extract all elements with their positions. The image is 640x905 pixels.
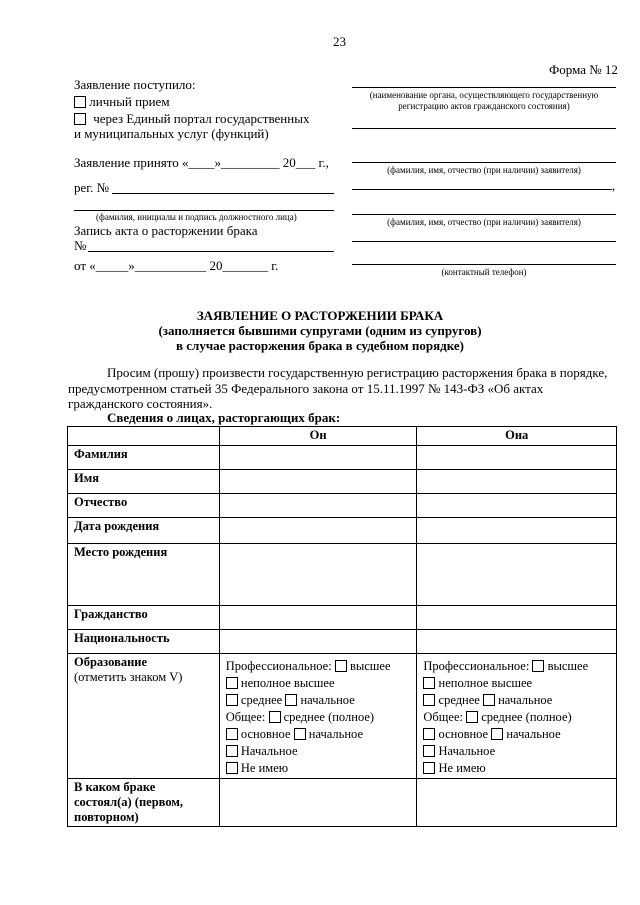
he-birth-date-cell[interactable] xyxy=(219,518,417,544)
body-line-2: предусмотренном статьей 35 Федерального закона от 15.11.1997 № 143-ФЗ «Об актах xyxy=(68,381,544,396)
applicant1-line[interactable] xyxy=(352,162,616,163)
row-label-name: Имя xyxy=(68,470,220,494)
row-label-marriage-1: В каком браке xyxy=(74,780,156,794)
phone-line[interactable] xyxy=(352,264,616,265)
she-primary2-checkbox[interactable] xyxy=(491,728,503,740)
option-portal-label-2: и муниципальных услуг (функций) xyxy=(74,126,269,141)
row-label-education: Образование xyxy=(74,655,148,669)
reg-label: рег. № xyxy=(74,180,110,195)
she-surname-cell[interactable] xyxy=(417,446,617,470)
official-caption: (фамилия, инициалы и подпись должностного лица) xyxy=(96,212,297,222)
he-secondary-checkbox[interactable] xyxy=(226,694,238,706)
option-portal xyxy=(74,111,309,127)
he-primary-label: начальное xyxy=(300,693,355,707)
he-higher-checkbox[interactable] xyxy=(335,660,347,672)
table-row xyxy=(68,494,617,518)
personal-checkbox[interactable] xyxy=(74,96,86,108)
she-patronymic-cell[interactable] xyxy=(417,494,617,518)
she-name-cell[interactable] xyxy=(417,470,617,494)
row-label-marriage-2: состоял(а) (первом, xyxy=(74,795,183,809)
he-incomplete-higher-label: неполное высшее xyxy=(240,676,335,690)
organ-caption-2: регистрацию актов гражданского состояния) xyxy=(398,101,570,111)
education-note: (отметить знаком V) xyxy=(74,670,183,684)
applicant2-line[interactable] xyxy=(352,214,616,215)
body-line-1: Просим (прошу) произвести государственную регистрацию расторжения брака в порядке, xyxy=(107,365,608,380)
row-label-patronymic: Отчество xyxy=(68,494,220,518)
table-row xyxy=(68,470,617,494)
row-label-education-cell xyxy=(68,654,220,779)
he-education-cell xyxy=(219,654,417,779)
table-heading: Сведения о лицах, расторгающих брак: xyxy=(107,410,341,425)
he-basic-label: основное xyxy=(240,727,291,741)
row-label-marriage-3: повторном) xyxy=(74,810,139,824)
table-row xyxy=(68,544,617,606)
he-marriage-cell[interactable] xyxy=(219,779,417,827)
option-portal-label: через Единый портал государственных xyxy=(93,111,310,126)
act-no-label: № xyxy=(74,238,87,253)
she-incomplete-higher-label: неполное высшее xyxy=(438,676,533,690)
she-primary-label: начальное xyxy=(498,693,553,707)
phone-caption: (контактный телефон) xyxy=(441,267,527,277)
act-record-label: Запись акта о расторжении брака xyxy=(74,223,258,238)
table-row xyxy=(68,606,617,630)
she-primary-cap-checkbox[interactable] xyxy=(423,745,435,757)
she-primary-checkbox[interactable] xyxy=(483,694,495,706)
she-primary2-label: начальное xyxy=(506,727,561,741)
table-row xyxy=(68,630,617,654)
form-number: Форма № 12 xyxy=(549,62,618,77)
row-label-surname: Фамилия xyxy=(68,446,220,470)
col-he: Он xyxy=(219,427,417,446)
applicant1-caption: (фамилия, имя, отчество (при наличии) заявителя) xyxy=(387,165,581,175)
she-professional-label: Профессиональное: xyxy=(423,659,530,673)
he-secondary-label: среднее xyxy=(240,693,283,707)
row-label-citizenship: Гражданство xyxy=(68,606,220,630)
he-primary-cap-label: Начальное xyxy=(240,744,298,758)
row-label-nationality: Национальность xyxy=(68,630,220,654)
option-personal-label: личный прием xyxy=(89,94,170,109)
row-label-marriage-cell xyxy=(68,779,220,827)
portal-checkbox[interactable] xyxy=(74,113,86,125)
she-primary-cap-label: Начальное xyxy=(438,744,496,758)
she-none-checkbox[interactable] xyxy=(423,762,435,774)
he-name-cell[interactable] xyxy=(219,470,417,494)
body-line-3: гражданского состояния». xyxy=(68,396,213,411)
she-incomplete-higher-checkbox[interactable] xyxy=(423,677,435,689)
applicant2-line-2[interactable] xyxy=(352,241,616,242)
page-number: 23 xyxy=(333,34,346,49)
organ-line[interactable] xyxy=(352,87,616,88)
she-secondary-label: среднее xyxy=(438,693,480,707)
he-citizenship-cell[interactable] xyxy=(219,606,417,630)
he-higher-label: высшее xyxy=(349,659,391,673)
document-subtitle-1: (заполняется бывшими супругами (одним из супругов) xyxy=(158,323,482,338)
she-citizenship-cell[interactable] xyxy=(417,606,617,630)
he-incomplete-higher-checkbox[interactable] xyxy=(226,677,238,689)
he-surname-cell[interactable] xyxy=(219,446,417,470)
row-label-birth-date: Дата рождения xyxy=(68,518,220,544)
col-she: Она xyxy=(417,427,617,446)
she-basic-checkbox[interactable] xyxy=(423,728,435,740)
she-secondary-full-label: среднее (полное) xyxy=(481,710,572,724)
she-basic-label: основное xyxy=(438,727,489,741)
she-birth-place-cell[interactable] xyxy=(417,544,617,606)
act-number-line[interactable] xyxy=(88,251,334,252)
he-primary2-checkbox[interactable] xyxy=(294,728,306,740)
he-none-checkbox[interactable] xyxy=(226,762,238,774)
she-birth-date-cell[interactable] xyxy=(417,518,617,544)
he-none-label: Не имею xyxy=(240,761,289,775)
she-higher-label: высшее xyxy=(547,659,589,673)
table-row xyxy=(68,654,617,779)
she-nationality-cell[interactable] xyxy=(417,630,617,654)
he-primary2-label: начальное xyxy=(308,727,364,741)
document-title: ЗАЯВЛЕНИЕ О РАСТОРЖЕНИИ БРАКА xyxy=(196,308,444,323)
table-header-empty xyxy=(68,427,220,446)
reg-number-line[interactable] xyxy=(112,193,334,194)
organ-caption-1: (наименование органа, осуществляющего государственную xyxy=(369,90,599,100)
official-signature-line[interactable] xyxy=(74,210,334,211)
he-nationality-cell[interactable] xyxy=(219,630,417,654)
she-secondary-full-checkbox[interactable] xyxy=(466,711,478,723)
comma: , xyxy=(612,178,616,193)
he-primary-checkbox[interactable] xyxy=(285,694,297,706)
accepted-label: Заявление принято «____»_________ 20___ г., xyxy=(74,155,329,170)
she-none-label: Не имею xyxy=(438,761,486,775)
received-title: Заявление поступило: xyxy=(74,77,196,92)
he-professional-label: Профессиональное: xyxy=(225,659,332,673)
table-row xyxy=(68,446,617,470)
she-general-label: Общее: xyxy=(423,710,463,724)
document-subtitle-2: в случае расторжения брака в судебном порядке) xyxy=(175,338,465,353)
he-patronymic-cell[interactable] xyxy=(219,494,417,518)
table-row xyxy=(68,779,617,827)
option-personal xyxy=(74,94,170,110)
he-basic-checkbox[interactable] xyxy=(226,728,238,740)
he-birth-place-cell[interactable] xyxy=(219,544,417,606)
applicant1-line-2[interactable] xyxy=(352,189,612,190)
act-date-label: от «_____»___________ 20_______ г. xyxy=(74,258,279,273)
row-label-birth-place: Место рождения xyxy=(68,544,220,606)
she-higher-checkbox[interactable] xyxy=(532,660,544,672)
she-secondary-checkbox[interactable] xyxy=(423,694,435,706)
persons-table xyxy=(67,426,617,827)
he-secondary-full-checkbox[interactable] xyxy=(269,711,281,723)
applicant2-caption: (фамилия, имя, отчество (при наличии) заявителя) xyxy=(387,217,581,227)
table-row xyxy=(68,518,617,544)
she-education-cell xyxy=(417,654,617,779)
she-marriage-cell[interactable] xyxy=(417,779,617,827)
organ-line-2[interactable] xyxy=(352,128,616,129)
he-general-label: Общее: xyxy=(225,710,266,724)
he-secondary-full-label: среднее (полное) xyxy=(283,710,375,724)
he-primary-cap-checkbox[interactable] xyxy=(226,745,238,757)
